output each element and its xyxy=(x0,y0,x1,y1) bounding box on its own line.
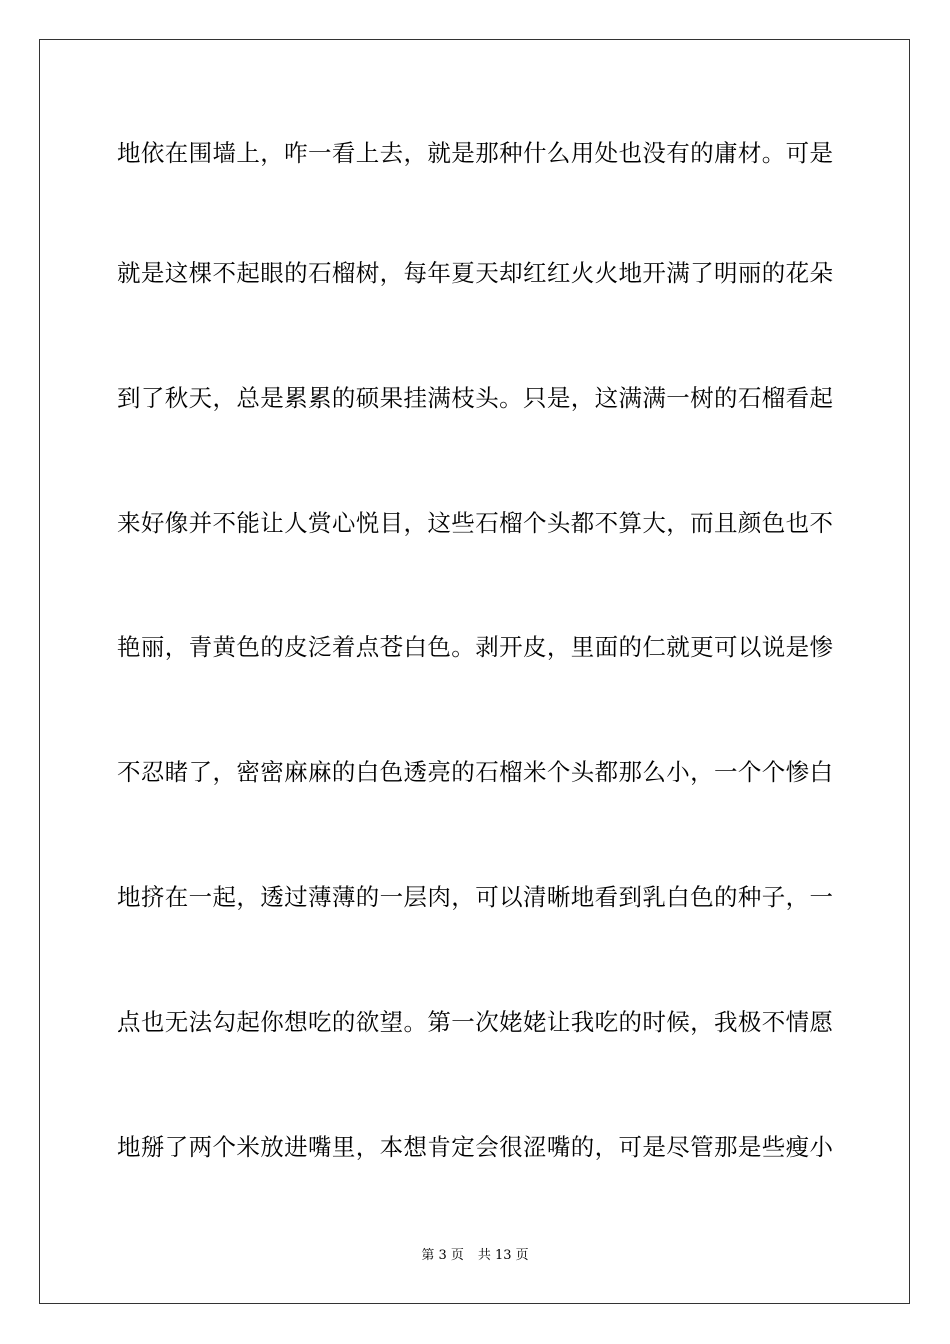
text-line: 来好像并不能让人赏心悦目，这些石榴个头都不算大，而且颜色也不 xyxy=(117,509,833,537)
text-line: 不忍睹了，密密麻麻的白色透亮的石榴米个头都那么小，一个个惨白 xyxy=(117,758,833,786)
text-line: 就是这棵不起眼的石榴树，每年夏天却红红火火地开满了明丽的花朵 xyxy=(117,259,833,287)
page-total: 共 13 页 xyxy=(477,1248,529,1263)
page-number: 第 3 页 xyxy=(421,1248,464,1263)
page-footer xyxy=(0,1248,950,1264)
text-line: 到了秋天，总是累累的硕果挂满枝头。只是，这满满一树的石榴看起 xyxy=(117,384,833,412)
text-line: 点也无法勾起你想吃的欲望。第一次姥姥让我吃的时候，我极不情愿 xyxy=(117,1008,833,1036)
text-line: 艳丽，青黄色的皮泛着点苍白色。剥开皮，里面的仁就更可以说是惨 xyxy=(117,633,833,661)
text-line: 地挤在一起，透过薄薄的一层肉，可以清晰地看到乳白色的种子，一 xyxy=(117,883,833,911)
page-border xyxy=(39,39,910,1304)
text-line: 地掰了两个米放进嘴里，本想肯定会很涩嘴的，可是尽管那是些瘦小 xyxy=(117,1133,833,1161)
text-line: 地依在围墙上，咋一看上去，就是那种什么用处也没有的庸材。可是 xyxy=(117,139,833,167)
